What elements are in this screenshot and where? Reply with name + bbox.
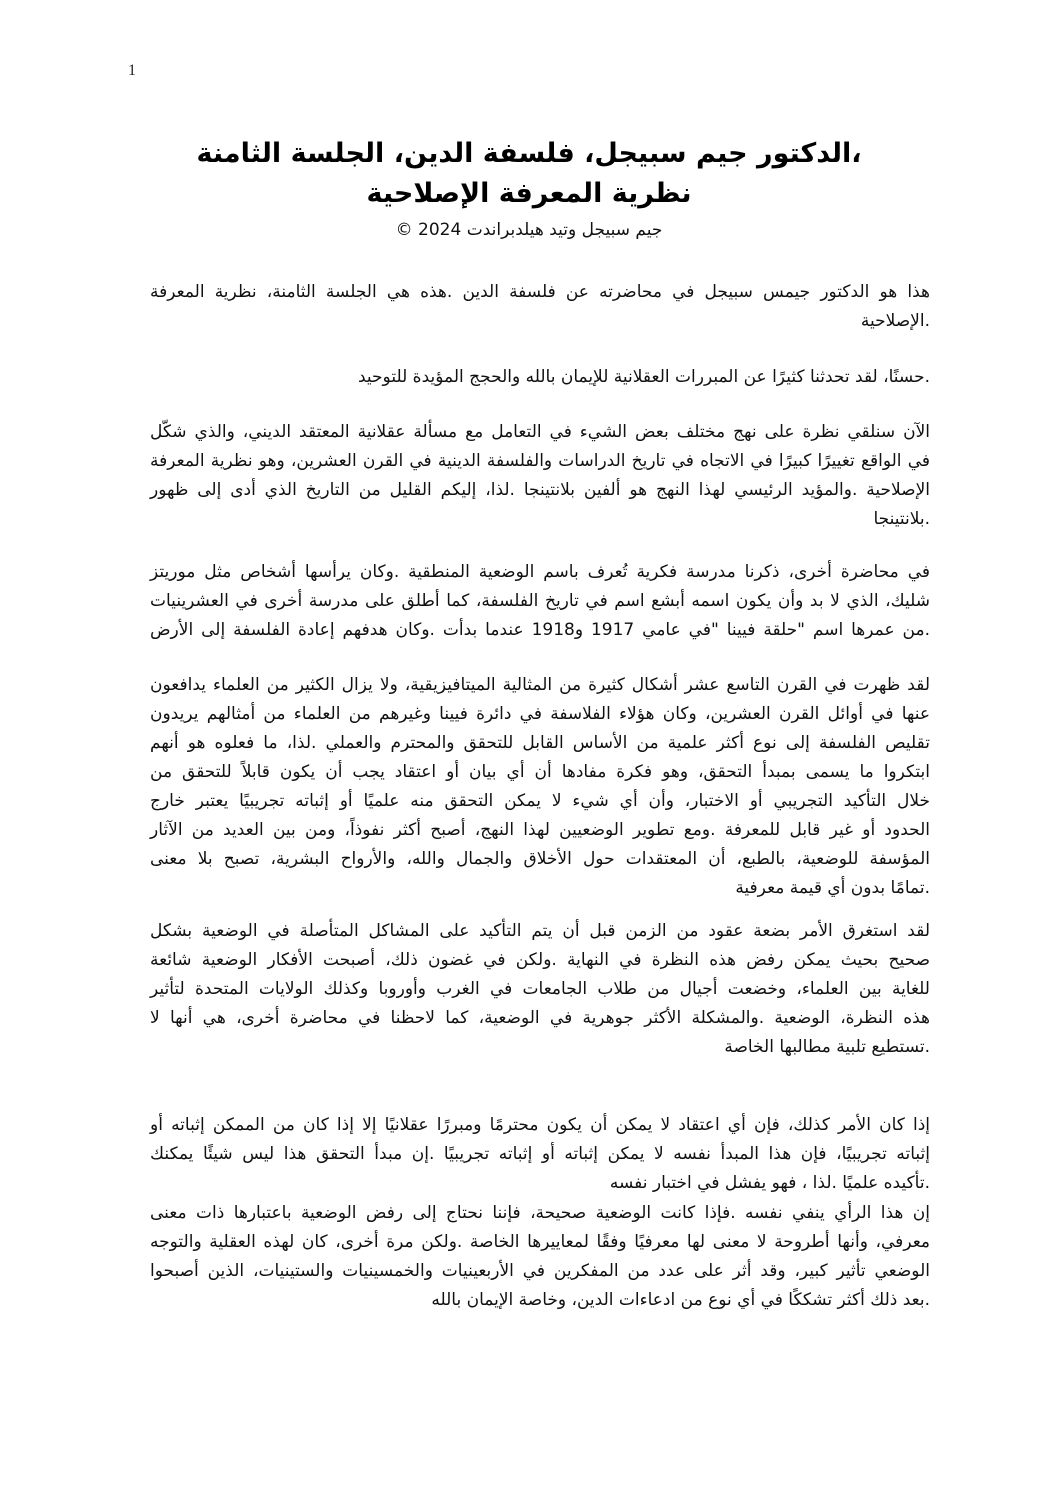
paragraph-line: .تستطيع تلبية مطالبها الخاصة (724, 1037, 930, 1057)
paragraph-8 (150, 1199, 930, 1315)
paragraph-line: هذا هو الدكتور جيمس سبيجل في محاضرته عن فلسفة الدين .هذه هي الجلسة الثامنة، نظرية المعرفة (150, 282, 930, 302)
page-number: 1 (128, 62, 136, 79)
paragraph-line: معرفي، وأنها أطروحة لا معنى لها معرفيًا وفقًا لمعاييرها الخاصة .ولكن مرة أخرى، كان لهذه العقلية والتوجه (150, 1232, 930, 1252)
copyright-notice: جيم سبيجل وتيد هيلدبراندت 2024 © (395, 220, 663, 240)
paragraph-line: في محاضرة أخرى، ذكرنا مدرسة فكرية تُعرف باسم الوضعية المنطقية .وكان يرأسها أشخاص مثل موريتز (150, 562, 930, 582)
paragraph-line: تقليص الفلسفة إلى نوع أكثر علمية من الأساس القابل للتحقق والمحترم والعملي .لذا، ما فعلوه هو أنهم (150, 733, 930, 753)
document-title-line-2: نظرية المعرفة الإصلاحية (366, 178, 692, 209)
paragraph-line: .بلانتينجا (873, 509, 930, 529)
paragraph-line: عنها في أوائل القرن العشرين، وكان هؤلاء الفلاسفة في دائرة فيينا وغيرهم من العلماء من أمثالهم يريدون (150, 704, 930, 724)
paragraph-line: الآن سنلقي نظرة على نهج مختلف بعض الشيء في التعامل مع مسألة عقلانية المعتقد الديني، والذي شكّل (150, 422, 930, 442)
paragraph-7 (150, 1111, 930, 1198)
paragraph-line: لقد استغرق الأمر بضعة عقود من الزمن قبل أن يتم التأكيد على المشاكل المتأصلة في الوضعية بشكل (150, 921, 930, 941)
paragraph-line: لقد ظهرت في القرن التاسع عشر أشكال كثيرة من المثالية الميتافيزيقية، ولا يزال الكثير من العلماء يدافعون (150, 675, 930, 695)
paragraph-line: في الواقع تغييرًا كبيرًا في الاتجاه في تاريخ الدراسات والفلسفة الدينية في القرن العشرين، وهو نظرية المعرفة (150, 451, 930, 471)
paragraph-5 (150, 671, 930, 903)
paragraph-line: الوضعي تأثير كبير، وقد أثر على عدد من المفكرين في الأربعينيات والخمسينيات والستينيات، الذين أصبحوا (150, 1261, 930, 1281)
paragraph-line: ابتكروا ما يسمى بمبدأ التحقق، وهو فكرة مفادها أن أي بيان أو اعتقاد يجب أن يكون قابلاً للتحقق من (150, 762, 930, 782)
paragraph-line: .تأكيده علميًا .لذا ، فهو يفشل في اختبار نفسه (609, 1173, 930, 1193)
paragraph-line: الحدود أو غير قابل للمعرفة .ومع تطوير الوضعيين لهذا النهج، أصبح أكثر نفوذاً، ومن بين العديد من الآثار (150, 820, 930, 840)
paragraph-line: إن هذا الرأي ينفي نفسه .فإذا كانت الوضعية صحيحة، فإننا نحتاج إلى رفض الوضعية باعتبارها ذات معنى (150, 1203, 930, 1223)
paragraph-line: الإصلاحية .والمؤيد الرئيسي لهذا النهج هو ألفين بلانتينجا .لذا، إليكم القليل من التاريخ الذي أدى إلى ظهور (150, 480, 930, 500)
paragraph-line: .تمامًا بدون أي قيمة معرفية (735, 878, 930, 898)
paragraph-line: للغاية بين العلماء، وخضعت أجيال من طلاب الجامعات في الغرب وأوروبا وكذلك الولايات المتحدة لتأثير (150, 979, 930, 999)
paragraph-line: صحيح بحيث يمكن رفض هذه النظرة في النهاية .ولكن في غضون ذلك، أصبحت الأفكار الوضعية شائعة (150, 950, 930, 970)
paragraph-line: .حسنًا، لقد تحدثنا كثيرًا عن المبررات العقلانية للإيمان بالله والحجج المؤيدة للتوحيد (358, 367, 930, 387)
paragraph-line: هذه النظرة، الوضعية .والمشكلة الأكثر جوهرية في الوضعية، كما لاحظنا في محاضرة أخرى، هي أنها لا (150, 1008, 930, 1028)
paragraph-line: إذا كان الأمر كذلك، فإن أي اعتقاد لا يمكن أن يكون محترمًا ومبررًا عقلانيًا إلا إذا كان من الممكن إثباته أو (150, 1115, 930, 1135)
paragraph-3 (150, 418, 930, 534)
paragraph-line: .الإصلاحية (860, 311, 930, 331)
document-title-line-1: ،الدكتور جيم سبيجل، فلسفة الدين، الجلسة الثامنة (196, 138, 862, 169)
paragraph-line: المؤسفة للوضعية، بالطبع، أن المعتقدات حول الأخلاق والجمال والله، والأرواح البشرية، تصبح بلا معنى (150, 849, 930, 869)
paragraph-line: .بعد ذلك أكثر تشككًا في أي نوع من ادعاءات الدين، وخاصة الإيمان بالله (431, 1290, 930, 1310)
document-header (100, 134, 958, 244)
paragraph-6 (150, 917, 930, 1062)
paragraph-1 (150, 278, 930, 336)
paragraph-line: .من عمرها اسم "حلقة فيينا "في عامي 1917 و1918 عندما بدأت .وكان هدفهم إعادة الفلسفة إلى الأرض (150, 620, 930, 640)
paragraph-4 (150, 558, 930, 645)
paragraph-2 (150, 363, 930, 392)
paragraph-line: إثباته تجريبيًا، فإن هذا المبدأ نفسه لا يمكن إثباته أو إثباته تجريبيًا .إن مبدأ التحقق هذا ليس شيئًا يمكنك (150, 1144, 930, 1164)
paragraph-line: خلال التأكيد التجريبي أو الاختبار، وأن أي شيء لا يمكن التحقق منه علميًا أو إثباته تجريبيًا يعتبر خارج (150, 791, 930, 811)
paragraph-line: شليك، الذي لا بد وأن يكون اسمه أبشع اسم في تاريخ الفلسفة، كما أطلق على مدرسة أخرى في العشرينيات (150, 591, 930, 611)
